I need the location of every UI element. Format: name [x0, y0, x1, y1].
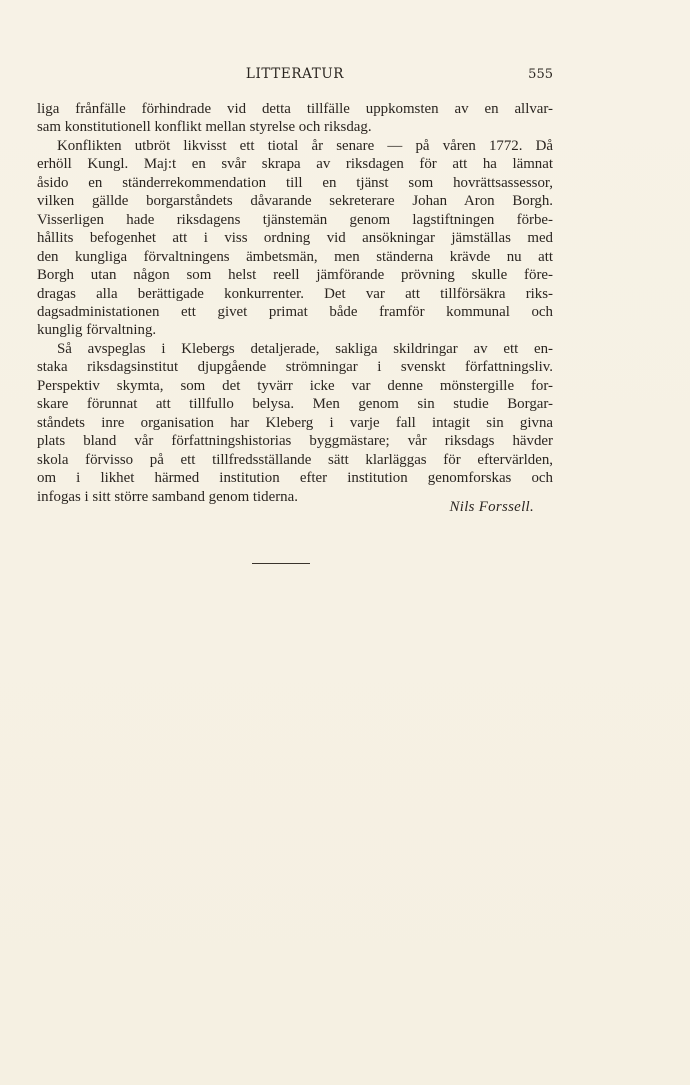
text-line: sam konstitutionell konflikt mellan styrelse och riksdag.	[37, 119, 372, 136]
text-line: staka riksdagsinstitut djupgående strömningar i svenskt författningsliv.	[37, 359, 553, 376]
text-line: dragas alla berättigade konkurrenter. Det var att tillförsäkra riks-	[37, 285, 553, 302]
text-line: kunglig förvaltning.	[37, 322, 157, 339]
text-line: Visserligen hade riksdagens tjänstemän genom lagstiftningen förbe-	[37, 211, 553, 228]
author-signature: Nils Forssell.	[449, 499, 534, 515]
text-line: erhöll Kungl. Maj:t en svår skrapa av riksdagen för att ha lämnat	[37, 156, 553, 173]
text-line: Perspektiv skymta, som det tyvärr icke var denne mönstergille for-	[37, 377, 553, 394]
text-line: infogas i sitt större samband genom tiderna.	[37, 488, 298, 505]
text-line: liga frånfälle förhindrade vid detta tillfälle uppkomsten av en allvar-	[37, 101, 553, 117]
text-line: skare förunnat att tillfullo belysa. Men genom sin studie Borgar-	[37, 396, 553, 413]
text-line: plats bland vår författningshistorias byggmästare; vår riksdags hävder	[37, 433, 553, 450]
page-header	[37, 66, 553, 86]
text-line: dagsadministationen ett givet primat både framför kommunal och	[37, 303, 553, 320]
text-line: vilken gällde borgarståndets dåvarande sekreterare Johan Aron Borgh.	[37, 193, 553, 210]
running-head: LITTERATUR	[245, 66, 345, 82]
text-line: hållits befogenhet att i viss ordning vid ansökningar jämställas med	[37, 230, 553, 247]
text-line: åsido en ständerrekommendation till en tjänst som hovrättsassessor,	[37, 174, 553, 191]
text-line: Borgh utan någon som helst reell jämförande prövning skulle före-	[37, 267, 553, 284]
text-line: Så avspeglas i Klebergs detaljerade, sakliga skildringar av ett en-	[57, 340, 553, 357]
text-line: den kungliga förvaltningens ämbetsmän, men ständerna krävde nu att	[37, 248, 553, 265]
section-divider	[252, 563, 310, 564]
page-number: 555	[528, 67, 553, 82]
text-line: skola förvisso på ett tillfredsställande sätt klarläggas för eftervärlden,	[37, 451, 553, 468]
text-line: om i likhet härmed institution efter institution genomforskas och	[37, 470, 553, 487]
review-body	[37, 100, 553, 506]
text-line: ståndets inre organisation har Kleberg i varje fall intagit sin givna	[37, 414, 553, 431]
text-line: Konflikten utbröt likvisst ett tiotal år senare — på våren 1772. Då	[57, 137, 553, 154]
